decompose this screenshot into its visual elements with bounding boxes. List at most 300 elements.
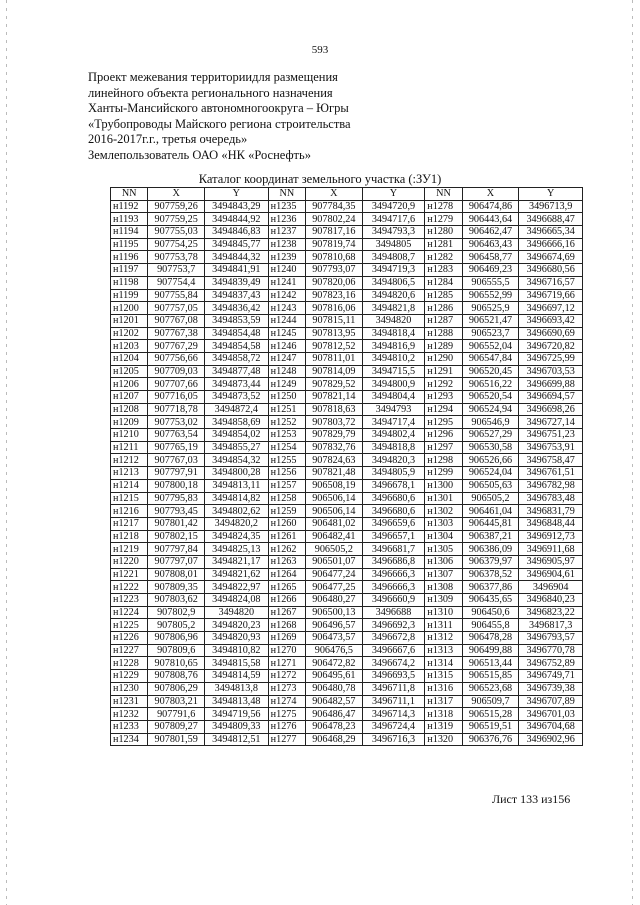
point-id-cell: н1285 [425, 289, 462, 302]
x-coordinate-cell: 907759,25 [148, 213, 205, 226]
table-row [111, 441, 583, 454]
point-id-cell: н1289 [425, 340, 462, 353]
point-id-cell: н1243 [268, 302, 305, 315]
y-coordinate-cell: 3494822,97 [204, 581, 268, 594]
x-coordinate-cell: 907718,78 [148, 403, 205, 416]
point-id-cell: н1248 [268, 365, 305, 378]
point-id-cell: н1280 [425, 226, 462, 239]
y-coordinate-cell: 3496739,38 [519, 682, 583, 695]
y-coordinate-cell: 3496703,53 [519, 365, 583, 378]
y-coordinate-cell: 3494853,59 [204, 314, 268, 327]
x-coordinate-cell: 907824,63 [306, 454, 363, 467]
y-coordinate-cell: 3496692,3 [362, 619, 425, 632]
point-id-cell: н1197 [111, 264, 148, 277]
column-header: NN [268, 188, 305, 201]
point-id-cell: н1201 [111, 314, 148, 327]
y-coordinate-cell: 3496678,1 [362, 479, 425, 492]
x-coordinate-cell: 907815,11 [306, 314, 363, 327]
table-row [111, 391, 583, 404]
header-line: «Трубопроводы Майского региона строительства [88, 116, 351, 131]
column-header: Y [519, 188, 583, 201]
point-id-cell: н1317 [425, 695, 462, 708]
point-id-cell: н1232 [111, 708, 148, 721]
y-coordinate-cell: 3494800,9 [362, 378, 425, 391]
x-coordinate-cell: 906435,65 [462, 594, 519, 607]
y-coordinate-cell: 3496783,48 [519, 492, 583, 505]
point-id-cell: н1215 [111, 492, 148, 505]
y-coordinate-cell: 3494820,2 [204, 517, 268, 530]
table-row [111, 289, 583, 302]
table-row [111, 479, 583, 492]
table-row [111, 632, 583, 645]
point-id-cell: н1268 [268, 619, 305, 632]
point-id-cell: н1311 [425, 619, 462, 632]
point-id-cell: н1198 [111, 276, 148, 289]
x-coordinate-cell: 907806,29 [148, 682, 205, 695]
y-coordinate-cell: 3496680,56 [519, 264, 583, 277]
y-coordinate-cell: 3496693,42 [519, 314, 583, 327]
x-coordinate-cell: 906473,57 [306, 632, 363, 645]
point-id-cell: н1305 [425, 543, 462, 556]
table-row [111, 314, 583, 327]
table-header-row [111, 188, 583, 201]
x-coordinate-cell: 907753,78 [148, 251, 205, 264]
x-coordinate-cell: 907791,6 [148, 708, 205, 721]
x-coordinate-cell: 906505,2 [306, 543, 363, 556]
table-row [111, 352, 583, 365]
y-coordinate-cell: 3496665,34 [519, 226, 583, 239]
y-coordinate-cell: 3494824,35 [204, 530, 268, 543]
x-coordinate-cell: 906519,51 [462, 720, 519, 733]
table-row [111, 429, 583, 442]
y-coordinate-cell: 3494815,58 [204, 657, 268, 670]
y-coordinate-cell: 3494820,23 [204, 619, 268, 632]
point-id-cell: н1253 [268, 429, 305, 442]
point-id-cell: н1204 [111, 352, 148, 365]
y-coordinate-cell: 3496716,3 [362, 733, 425, 746]
x-coordinate-cell: 907754,25 [148, 238, 205, 251]
table-row [111, 365, 583, 378]
table-row [111, 682, 583, 695]
table-row [111, 733, 583, 746]
point-id-cell: н1310 [425, 606, 462, 619]
point-id-cell: н1196 [111, 251, 148, 264]
point-id-cell: н1209 [111, 416, 148, 429]
x-coordinate-cell: 906506,14 [306, 505, 363, 518]
point-id-cell: н1306 [425, 555, 462, 568]
x-coordinate-cell: 907802,24 [306, 213, 363, 226]
y-coordinate-cell: 3494843,29 [204, 200, 268, 213]
point-id-cell: н1303 [425, 517, 462, 530]
x-coordinate-cell: 907806,96 [148, 632, 205, 645]
table-row [111, 416, 583, 429]
y-coordinate-cell: 3494717,6 [362, 213, 425, 226]
point-id-cell: н1308 [425, 581, 462, 594]
x-coordinate-cell: 907809,6 [148, 644, 205, 657]
y-coordinate-cell: 3494802,62 [204, 505, 268, 518]
y-coordinate-cell: 3494854,02 [204, 429, 268, 442]
y-coordinate-cell: 3496672,8 [362, 632, 425, 645]
point-id-cell: н1199 [111, 289, 148, 302]
table-row [111, 708, 583, 721]
y-coordinate-cell: 3496720,82 [519, 340, 583, 353]
y-coordinate-cell: 3496911,68 [519, 543, 583, 556]
table-row [111, 695, 583, 708]
table-row [111, 200, 583, 213]
y-coordinate-cell: 3496707,89 [519, 695, 583, 708]
point-id-cell: н1205 [111, 365, 148, 378]
y-coordinate-cell: 3496711,1 [362, 695, 425, 708]
point-id-cell: н1216 [111, 505, 148, 518]
point-id-cell: н1214 [111, 479, 148, 492]
y-coordinate-cell: 3494839,49 [204, 276, 268, 289]
x-coordinate-cell: 906480,27 [306, 594, 363, 607]
y-coordinate-cell: 3496698,26 [519, 403, 583, 416]
point-id-cell: н1272 [268, 670, 305, 683]
y-coordinate-cell: 3496770,78 [519, 644, 583, 657]
page-number: 593 [311, 44, 329, 56]
x-coordinate-cell: 906508,19 [306, 479, 363, 492]
point-id-cell: н1279 [425, 213, 462, 226]
point-id-cell: н1273 [268, 682, 305, 695]
point-id-cell: н1293 [425, 391, 462, 404]
x-coordinate-cell: 906450,6 [462, 606, 519, 619]
y-coordinate-cell: 3494872,4 [204, 403, 268, 416]
x-coordinate-cell: 907767,03 [148, 454, 205, 467]
y-coordinate-cell: 3496904 [519, 581, 583, 594]
table-row [111, 594, 583, 607]
table-row [111, 644, 583, 657]
point-id-cell: н1194 [111, 226, 148, 239]
x-coordinate-cell: 906481,02 [306, 517, 363, 530]
x-coordinate-cell: 906472,82 [306, 657, 363, 670]
point-id-cell: н1255 [268, 454, 305, 467]
x-coordinate-cell: 907821,48 [306, 467, 363, 480]
y-coordinate-cell: 3496725,99 [519, 352, 583, 365]
point-id-cell: н1213 [111, 467, 148, 480]
y-coordinate-cell: 3494720,9 [362, 200, 425, 213]
y-coordinate-cell: 3494800,28 [204, 467, 268, 480]
point-id-cell: н1287 [425, 314, 462, 327]
x-coordinate-cell: 907800,18 [148, 479, 205, 492]
x-coordinate-cell: 907797,07 [148, 555, 205, 568]
y-coordinate-cell: 3494820,93 [204, 632, 268, 645]
x-coordinate-cell: 906516,22 [462, 378, 519, 391]
point-id-cell: н1219 [111, 543, 148, 556]
point-id-cell: н1313 [425, 644, 462, 657]
x-coordinate-cell: 907784,35 [306, 200, 363, 213]
point-id-cell: н1228 [111, 657, 148, 670]
x-coordinate-cell: 907812,52 [306, 340, 363, 353]
x-coordinate-cell: 907816,06 [306, 302, 363, 315]
x-coordinate-cell: 906500,13 [306, 606, 363, 619]
x-coordinate-cell: 906515,28 [462, 708, 519, 721]
x-coordinate-cell: 907801,42 [148, 517, 205, 530]
point-id-cell: н1192 [111, 200, 148, 213]
x-coordinate-cell: 906443,64 [462, 213, 519, 226]
x-coordinate-cell: 907793,45 [148, 505, 205, 518]
x-coordinate-cell: 906524,94 [462, 403, 519, 416]
x-coordinate-cell: 907814,09 [306, 365, 363, 378]
point-id-cell: н1218 [111, 530, 148, 543]
x-coordinate-cell: 906525,9 [462, 302, 519, 315]
x-coordinate-cell: 907753,02 [148, 416, 205, 429]
x-coordinate-cell: 907802,9 [148, 606, 205, 619]
x-coordinate-cell: 906480,78 [306, 682, 363, 695]
y-coordinate-cell: 3494855,27 [204, 441, 268, 454]
point-id-cell: н1207 [111, 391, 148, 404]
point-id-cell: н1227 [111, 644, 148, 657]
table-row [111, 378, 583, 391]
x-coordinate-cell: 906501,07 [306, 555, 363, 568]
x-coordinate-cell: 907813,95 [306, 327, 363, 340]
y-coordinate-cell: 3496761,51 [519, 467, 583, 480]
x-coordinate-cell: 906495,61 [306, 670, 363, 683]
x-coordinate-cell: 906521,47 [462, 314, 519, 327]
point-id-cell: н1283 [425, 264, 462, 277]
point-id-cell: н1304 [425, 530, 462, 543]
y-coordinate-cell: 3494793,3 [362, 226, 425, 239]
point-id-cell: н1314 [425, 657, 462, 670]
table-row [111, 657, 583, 670]
table-row [111, 251, 583, 264]
x-coordinate-cell: 907829,52 [306, 378, 363, 391]
point-id-cell: н1256 [268, 467, 305, 480]
x-coordinate-cell: 906378,52 [462, 568, 519, 581]
y-coordinate-cell: 3496666,3 [362, 568, 425, 581]
y-coordinate-cell: 3496793,57 [519, 632, 583, 645]
x-coordinate-cell: 906552,99 [462, 289, 519, 302]
x-coordinate-cell: 906463,43 [462, 238, 519, 251]
x-coordinate-cell: 906462,47 [462, 226, 519, 239]
y-coordinate-cell: 3494810,2 [362, 352, 425, 365]
x-coordinate-cell: 906513,44 [462, 657, 519, 670]
point-id-cell: н1284 [425, 276, 462, 289]
column-header: NN [111, 188, 148, 201]
x-coordinate-cell: 906506,14 [306, 492, 363, 505]
x-coordinate-cell: 907818,63 [306, 403, 363, 416]
y-coordinate-cell: 3494810,82 [204, 644, 268, 657]
y-coordinate-cell: 3496713,9 [519, 200, 583, 213]
point-id-cell: н1221 [111, 568, 148, 581]
x-coordinate-cell: 906546,9 [462, 416, 519, 429]
point-id-cell: н1252 [268, 416, 305, 429]
y-coordinate-cell: 3494820 [204, 606, 268, 619]
y-coordinate-cell: 3496902,96 [519, 733, 583, 746]
y-coordinate-cell: 3494821,8 [362, 302, 425, 315]
x-coordinate-cell: 906468,29 [306, 733, 363, 746]
x-coordinate-cell: 906523,7 [462, 327, 519, 340]
point-id-cell: н1315 [425, 670, 462, 683]
point-id-cell: н1302 [425, 505, 462, 518]
header-line: Проект межевания территориидля размещения [88, 70, 338, 84]
point-id-cell: н1276 [268, 720, 305, 733]
x-coordinate-cell: 906552,04 [462, 340, 519, 353]
y-coordinate-cell: 3494824,08 [204, 594, 268, 607]
y-coordinate-cell: 3496680,6 [362, 505, 425, 518]
y-coordinate-cell: 3494877,48 [204, 365, 268, 378]
y-coordinate-cell: 3496699,88 [519, 378, 583, 391]
x-coordinate-cell: 906499,88 [462, 644, 519, 657]
point-id-cell: н1312 [425, 632, 462, 645]
point-id-cell: н1233 [111, 720, 148, 733]
point-id-cell: н1297 [425, 441, 462, 454]
point-id-cell: н1260 [268, 517, 305, 530]
table-row [111, 568, 583, 581]
point-id-cell: н1258 [268, 492, 305, 505]
y-coordinate-cell: 3494820,6 [362, 289, 425, 302]
y-coordinate-cell: 3496848,44 [519, 517, 583, 530]
y-coordinate-cell: 3496753,91 [519, 441, 583, 454]
x-coordinate-cell: 907819,74 [306, 238, 363, 251]
left-scan-edge [6, 0, 7, 905]
table-row [111, 327, 583, 340]
table-row [111, 340, 583, 353]
x-coordinate-cell: 906469,23 [462, 264, 519, 277]
table-row [111, 226, 583, 239]
y-coordinate-cell: 3494715,5 [362, 365, 425, 378]
point-id-cell: н1275 [268, 708, 305, 721]
y-coordinate-cell: 3494719,56 [204, 708, 268, 721]
y-coordinate-cell: 3496782,98 [519, 479, 583, 492]
x-coordinate-cell: 907755,84 [148, 289, 205, 302]
header-line: Ханты-Мансийского автономногоокруга – Югры [88, 101, 349, 115]
point-id-cell: н1238 [268, 238, 305, 251]
point-id-cell: н1262 [268, 543, 305, 556]
point-id-cell: н1319 [425, 720, 462, 733]
point-id-cell: н1229 [111, 670, 148, 683]
y-coordinate-cell: 3496840,23 [519, 594, 583, 607]
point-id-cell: н1250 [268, 391, 305, 404]
point-id-cell: н1282 [425, 251, 462, 264]
column-header: X [148, 188, 205, 201]
point-id-cell: н1301 [425, 492, 462, 505]
y-coordinate-cell: 3496817,3 [519, 619, 583, 632]
table-row [111, 555, 583, 568]
point-id-cell: н1225 [111, 619, 148, 632]
y-coordinate-cell: 3496724,4 [362, 720, 425, 733]
point-id-cell: н1242 [268, 289, 305, 302]
y-coordinate-cell: 3494825,13 [204, 543, 268, 556]
point-id-cell: н1294 [425, 403, 462, 416]
x-coordinate-cell: 907759,26 [148, 200, 205, 213]
point-id-cell: н1269 [268, 632, 305, 645]
point-id-cell: н1288 [425, 327, 462, 340]
x-coordinate-cell: 906555,5 [462, 276, 519, 289]
point-id-cell: н1292 [425, 378, 462, 391]
y-coordinate-cell: 3494793 [362, 403, 425, 416]
point-id-cell: н1212 [111, 454, 148, 467]
x-coordinate-cell: 907832,76 [306, 441, 363, 454]
column-header: NN [425, 188, 462, 201]
x-coordinate-cell: 906379,97 [462, 555, 519, 568]
x-coordinate-cell: 906478,23 [306, 720, 363, 733]
column-header: X [306, 188, 363, 201]
table-row [111, 670, 583, 683]
y-coordinate-cell: 3496716,57 [519, 276, 583, 289]
table-row [111, 492, 583, 505]
table-row [111, 302, 583, 315]
right-scan-edge [632, 0, 633, 905]
point-id-cell: н1241 [268, 276, 305, 289]
point-id-cell: н1265 [268, 581, 305, 594]
point-id-cell: н1267 [268, 606, 305, 619]
table-row [111, 403, 583, 416]
y-coordinate-cell: 3494717,4 [362, 416, 425, 429]
point-id-cell: н1239 [268, 251, 305, 264]
x-coordinate-cell: 907801,59 [148, 733, 205, 746]
x-coordinate-cell: 906496,57 [306, 619, 363, 632]
x-coordinate-cell: 907810,65 [148, 657, 205, 670]
table-row [111, 530, 583, 543]
point-id-cell: н1295 [425, 416, 462, 429]
point-id-cell: н1237 [268, 226, 305, 239]
point-id-cell: н1299 [425, 467, 462, 480]
point-id-cell: н1200 [111, 302, 148, 315]
y-coordinate-cell: 3494813,48 [204, 695, 268, 708]
x-coordinate-cell: 906523,68 [462, 682, 519, 695]
y-coordinate-cell: 3494820,3 [362, 454, 425, 467]
x-coordinate-cell: 907707,66 [148, 378, 205, 391]
point-id-cell: н1246 [268, 340, 305, 353]
x-coordinate-cell: 907802,15 [148, 530, 205, 543]
x-coordinate-cell: 906477,24 [306, 568, 363, 581]
y-coordinate-cell: 3496904,61 [519, 568, 583, 581]
x-coordinate-cell: 906482,41 [306, 530, 363, 543]
y-coordinate-cell: 3494818,8 [362, 441, 425, 454]
point-id-cell: н1291 [425, 365, 462, 378]
x-coordinate-cell: 907803,21 [148, 695, 205, 708]
y-coordinate-cell: 3494821,62 [204, 568, 268, 581]
y-coordinate-cell: 3496697,12 [519, 302, 583, 315]
x-coordinate-cell: 907709,03 [148, 365, 205, 378]
point-id-cell: н1211 [111, 441, 148, 454]
x-coordinate-cell: 907797,91 [148, 467, 205, 480]
y-coordinate-cell: 3494846,83 [204, 226, 268, 239]
y-coordinate-cell: 3494806,5 [362, 276, 425, 289]
x-coordinate-cell: 907767,29 [148, 340, 205, 353]
point-id-cell: н1251 [268, 403, 305, 416]
point-id-cell: н1220 [111, 555, 148, 568]
y-coordinate-cell: 3496719,66 [519, 289, 583, 302]
x-coordinate-cell: 906520,45 [462, 365, 519, 378]
x-coordinate-cell: 906520,54 [462, 391, 519, 404]
y-coordinate-cell: 3494816,9 [362, 340, 425, 353]
x-coordinate-cell: 907767,08 [148, 314, 205, 327]
point-id-cell: н1208 [111, 403, 148, 416]
point-id-cell: н1254 [268, 441, 305, 454]
x-coordinate-cell: 907808,76 [148, 670, 205, 683]
table-row [111, 264, 583, 277]
table-row [111, 720, 583, 733]
x-coordinate-cell: 906547,84 [462, 352, 519, 365]
x-coordinate-cell: 906377,86 [462, 581, 519, 594]
table-row [111, 238, 583, 251]
y-coordinate-cell: 3496690,69 [519, 327, 583, 340]
y-coordinate-cell: 3494813,8 [204, 682, 268, 695]
point-id-cell: н1320 [425, 733, 462, 746]
x-coordinate-cell: 906524,04 [462, 467, 519, 480]
y-coordinate-cell: 3494813,11 [204, 479, 268, 492]
x-coordinate-cell: 907803,72 [306, 416, 363, 429]
y-coordinate-cell: 3496704,68 [519, 720, 583, 733]
y-coordinate-cell: 3496831,79 [519, 505, 583, 518]
y-coordinate-cell: 3494818,4 [362, 327, 425, 340]
y-coordinate-cell: 3494854,58 [204, 340, 268, 353]
x-coordinate-cell: 906527,29 [462, 429, 519, 442]
x-coordinate-cell: 907756,66 [148, 352, 205, 365]
x-coordinate-cell: 907763,54 [148, 429, 205, 442]
